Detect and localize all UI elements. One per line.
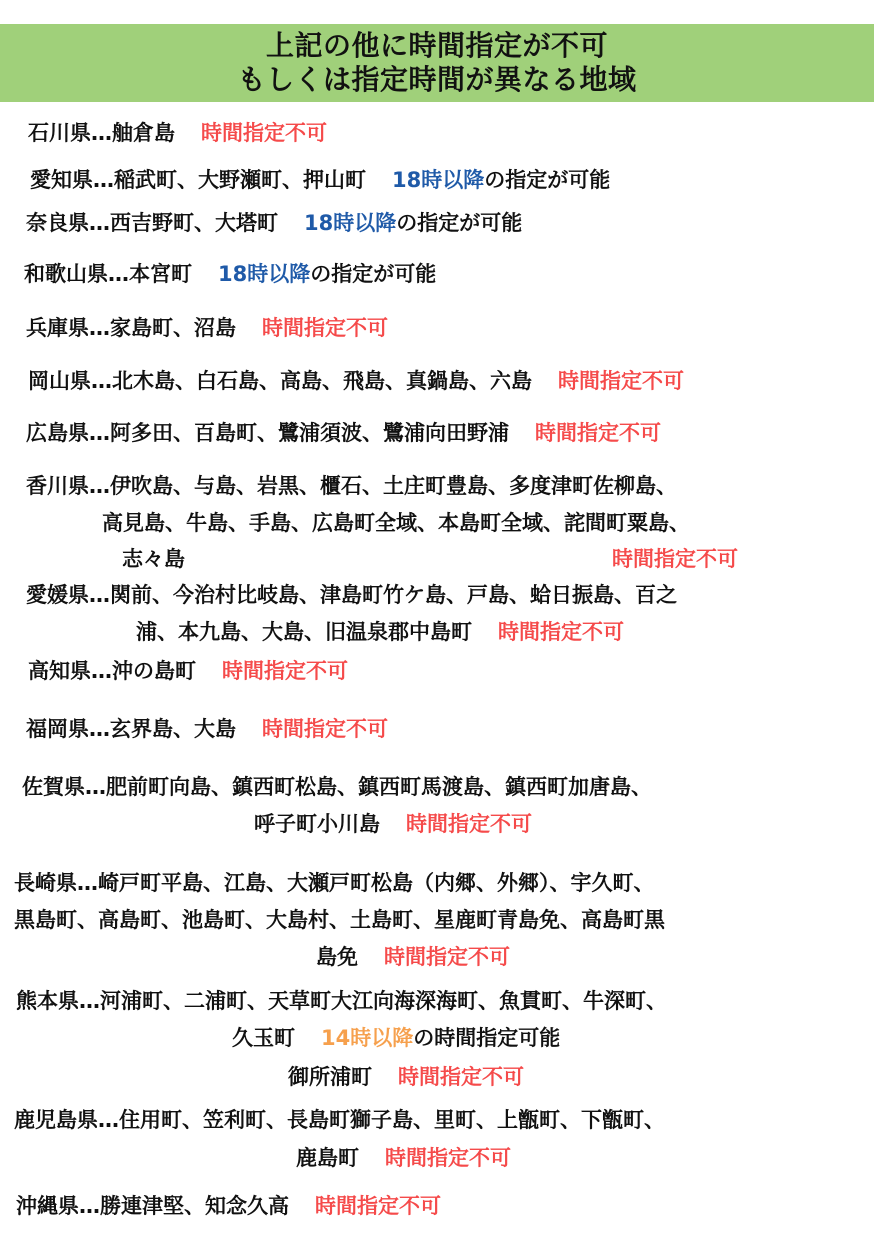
entry-text: 愛知県…稲武町、大野瀬町、押山町 (30, 168, 366, 192)
entry-note: 時間指定不可 (558, 369, 684, 393)
page-header (0, 24, 874, 102)
entry-hyogo (26, 314, 388, 342)
entry-kagawa-line3: 志々島 (122, 547, 185, 571)
header-title-line1: 上記の他に時間指定が不可 (265, 29, 608, 62)
entry-suffix: の時間指定可能 (413, 1026, 561, 1050)
entry-note: 18時以降 (304, 211, 397, 235)
entry-text: 島免 (316, 945, 358, 969)
entry-aichi (30, 166, 610, 194)
entry-ehime-line1 (26, 581, 677, 609)
entry-text: 奈良県…西吉野町、大塔町 (26, 211, 278, 235)
entry-text: 石川県…舳倉島 (28, 121, 175, 145)
entry-text: 和歌山県…本宮町 (24, 262, 192, 286)
entry-note: 時間指定不可 (498, 620, 624, 644)
entry-text: 高知県…沖の島町 (28, 659, 196, 683)
header-title-line2: もしくは指定時間が異なる地域 (237, 63, 637, 96)
entry-text: 沖縄県…勝連津堅、知念久高 (16, 1194, 289, 1218)
entry-text: 福岡県…玄界島、大島 (26, 717, 236, 741)
entry-note: 時間指定不可 (406, 812, 532, 836)
entry-suffix: の指定が可能 (396, 211, 523, 235)
entry-nagasaki-line1: 長崎県…崎戸町平島、江島、大瀬戸町松島（内郷、外郷）、宇久町、 (14, 871, 655, 895)
entry-kagawa-note: 時間指定不可 (612, 547, 738, 571)
entry-suffix: の指定が可能 (484, 168, 611, 192)
entry-note: 時間指定不可 (201, 121, 327, 145)
entry-note: 時間指定不可 (315, 1194, 441, 1218)
entry-okayama (28, 367, 684, 395)
entry-note: 18時以降 (392, 168, 485, 192)
entry-kumamoto-line3 (288, 1063, 524, 1091)
entry-note: 時間指定不可 (262, 316, 388, 340)
entry-ishikawa (28, 119, 327, 147)
entry-note: 時間指定不可 (398, 1065, 524, 1089)
entry-saga-line1: 佐賀県…肥前町向島、鎮西町松島、鎮西町馬渡島、鎮西町加唐島、 (22, 775, 652, 799)
entry-note: 時間指定不可 (262, 717, 388, 741)
entry-text: 愛媛県…関前、今治村比岐島、津島町竹ケ島、戸島、蛤日振島、百之 (26, 583, 677, 607)
entry-kochi (28, 657, 348, 685)
entry-kagawa-line2: 高見島、牛島、手島、広島町全域、本島町全域、詫間町粟島、 (102, 511, 690, 535)
entry-text: 兵庫県…家島町、沼島 (26, 316, 236, 340)
entry-text: 岡山県…北木島、白石島、高島、飛島、真鍋島、六島 (28, 369, 532, 393)
entry-wakayama (24, 260, 436, 288)
entry-ehime-line2 (136, 618, 624, 646)
entry-okinawa (16, 1192, 441, 1220)
entry-fukuoka (26, 715, 388, 743)
entry-text: 鹿島町 (296, 1146, 359, 1170)
entry-note: 18時以降 (218, 262, 311, 286)
entry-text: 広島県…阿多田、百島町、鷺浦須波、鷺浦向田野浦 (26, 421, 509, 445)
entry-note: 時間指定不可 (384, 945, 510, 969)
entry-kumamoto-line1: 熊本県…河浦町、二浦町、天草町大江向海深海町、魚貫町、牛深町、 (16, 989, 667, 1013)
entry-hiroshima (26, 419, 661, 447)
entry-nara (26, 209, 522, 237)
entry-kagawa-line1: 香川県…伊吹島、与島、岩黒、櫃石、土庄町豊島、多度津町佐柳島、 (26, 474, 677, 498)
entry-text: 御所浦町 (288, 1065, 372, 1089)
entry-kumamoto-line2 (232, 1024, 560, 1052)
entry-text: 呼子町小川島 (254, 812, 380, 836)
entry-nagasaki-line3 (316, 943, 510, 971)
entry-kagoshima-line1: 鹿児島県…住用町、笠利町、長島町獅子島、里町、上甑町、下甑町、 (14, 1108, 665, 1132)
entry-text: 久玉町 (232, 1026, 295, 1050)
entry-suffix: の指定が可能 (310, 262, 437, 286)
entry-saga-line2 (254, 810, 532, 838)
entry-nagasaki-line2: 黒島町、高島町、池島町、大島村、土島町、星鹿町青島免、高島町黒 (14, 908, 665, 932)
entry-note: 14時以降 (321, 1026, 414, 1050)
entry-note: 時間指定不可 (222, 659, 348, 683)
entry-kagoshima-line2 (296, 1144, 511, 1172)
entry-note: 時間指定不可 (535, 421, 661, 445)
entry-text: 浦、本九島、大島、旧温泉郡中島町 (136, 620, 472, 644)
entry-note: 時間指定不可 (385, 1146, 511, 1170)
